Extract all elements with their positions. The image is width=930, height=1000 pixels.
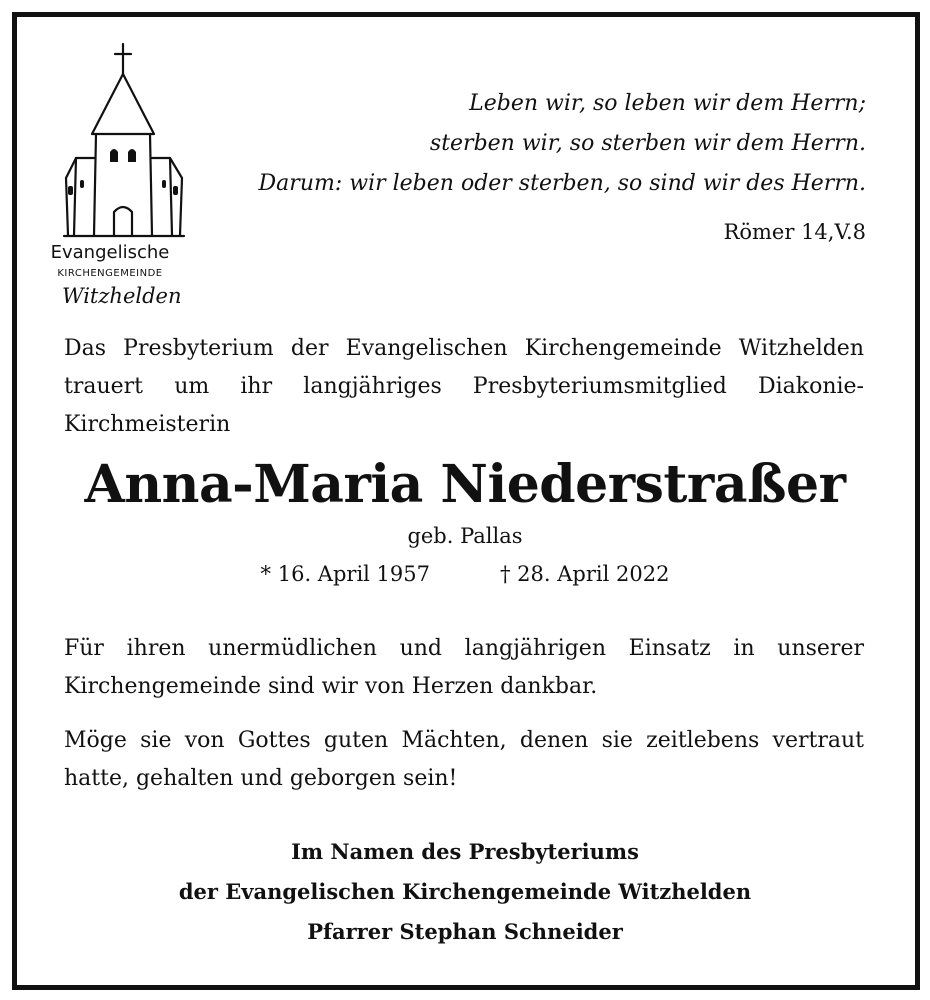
verse-reference: Römer 14,V.8 [723,220,866,244]
logo-title: Evangelische [50,242,170,263]
church-logo [40,30,190,310]
blessing-paragraph: Möge sie von Gottes guten Mächten, denen sie zeitlebens vertraut hatte, gehalten und geborgen sein! [64,728,864,791]
verse-line: Darum: wir leben oder sterben, so sind wir des Herrn. [258,171,866,196]
signature-line: Pfarrer Stephan Schneider [307,919,623,944]
death-date: † 28. April 2022 [500,562,670,586]
church-icon [40,30,190,240]
signature-line: der Evangelischen Kirchengemeinde Witzhelden [178,879,752,904]
intro-paragraph: Das Presbyterium der Evangelischen Kirchengemeinde Witzhelden trauert um ihr langjähriges Presbyteriumsmitglied Diakonie-Kirchmeisterin [64,336,864,437]
signature-line: Im Namen des Presbyteriums [291,839,639,864]
life-dates [0,562,930,586]
birth-name: geb. Pallas [407,524,523,548]
logo-script: Witzhelden [62,284,182,308]
logo-subtitle: KIRCHENGEMEINDE [57,268,163,279]
signature-block [0,832,930,952]
verse-line: Leben wir, so leben wir dem Herrn; [469,91,866,116]
bible-verse [259,84,866,204]
verse-line: sterben wir, so sterben wir dem Herrn. [429,131,866,156]
gratitude-paragraph: Für ihren unermüdlichen und langjährigen Einsatz in unserer Kirchengemeinde sind wir von Herzen dankbar. [64,636,864,699]
birth-date: * 16. April 1957 [260,562,430,586]
deceased-name: Anna-Maria Niederstraßer [84,454,846,515]
